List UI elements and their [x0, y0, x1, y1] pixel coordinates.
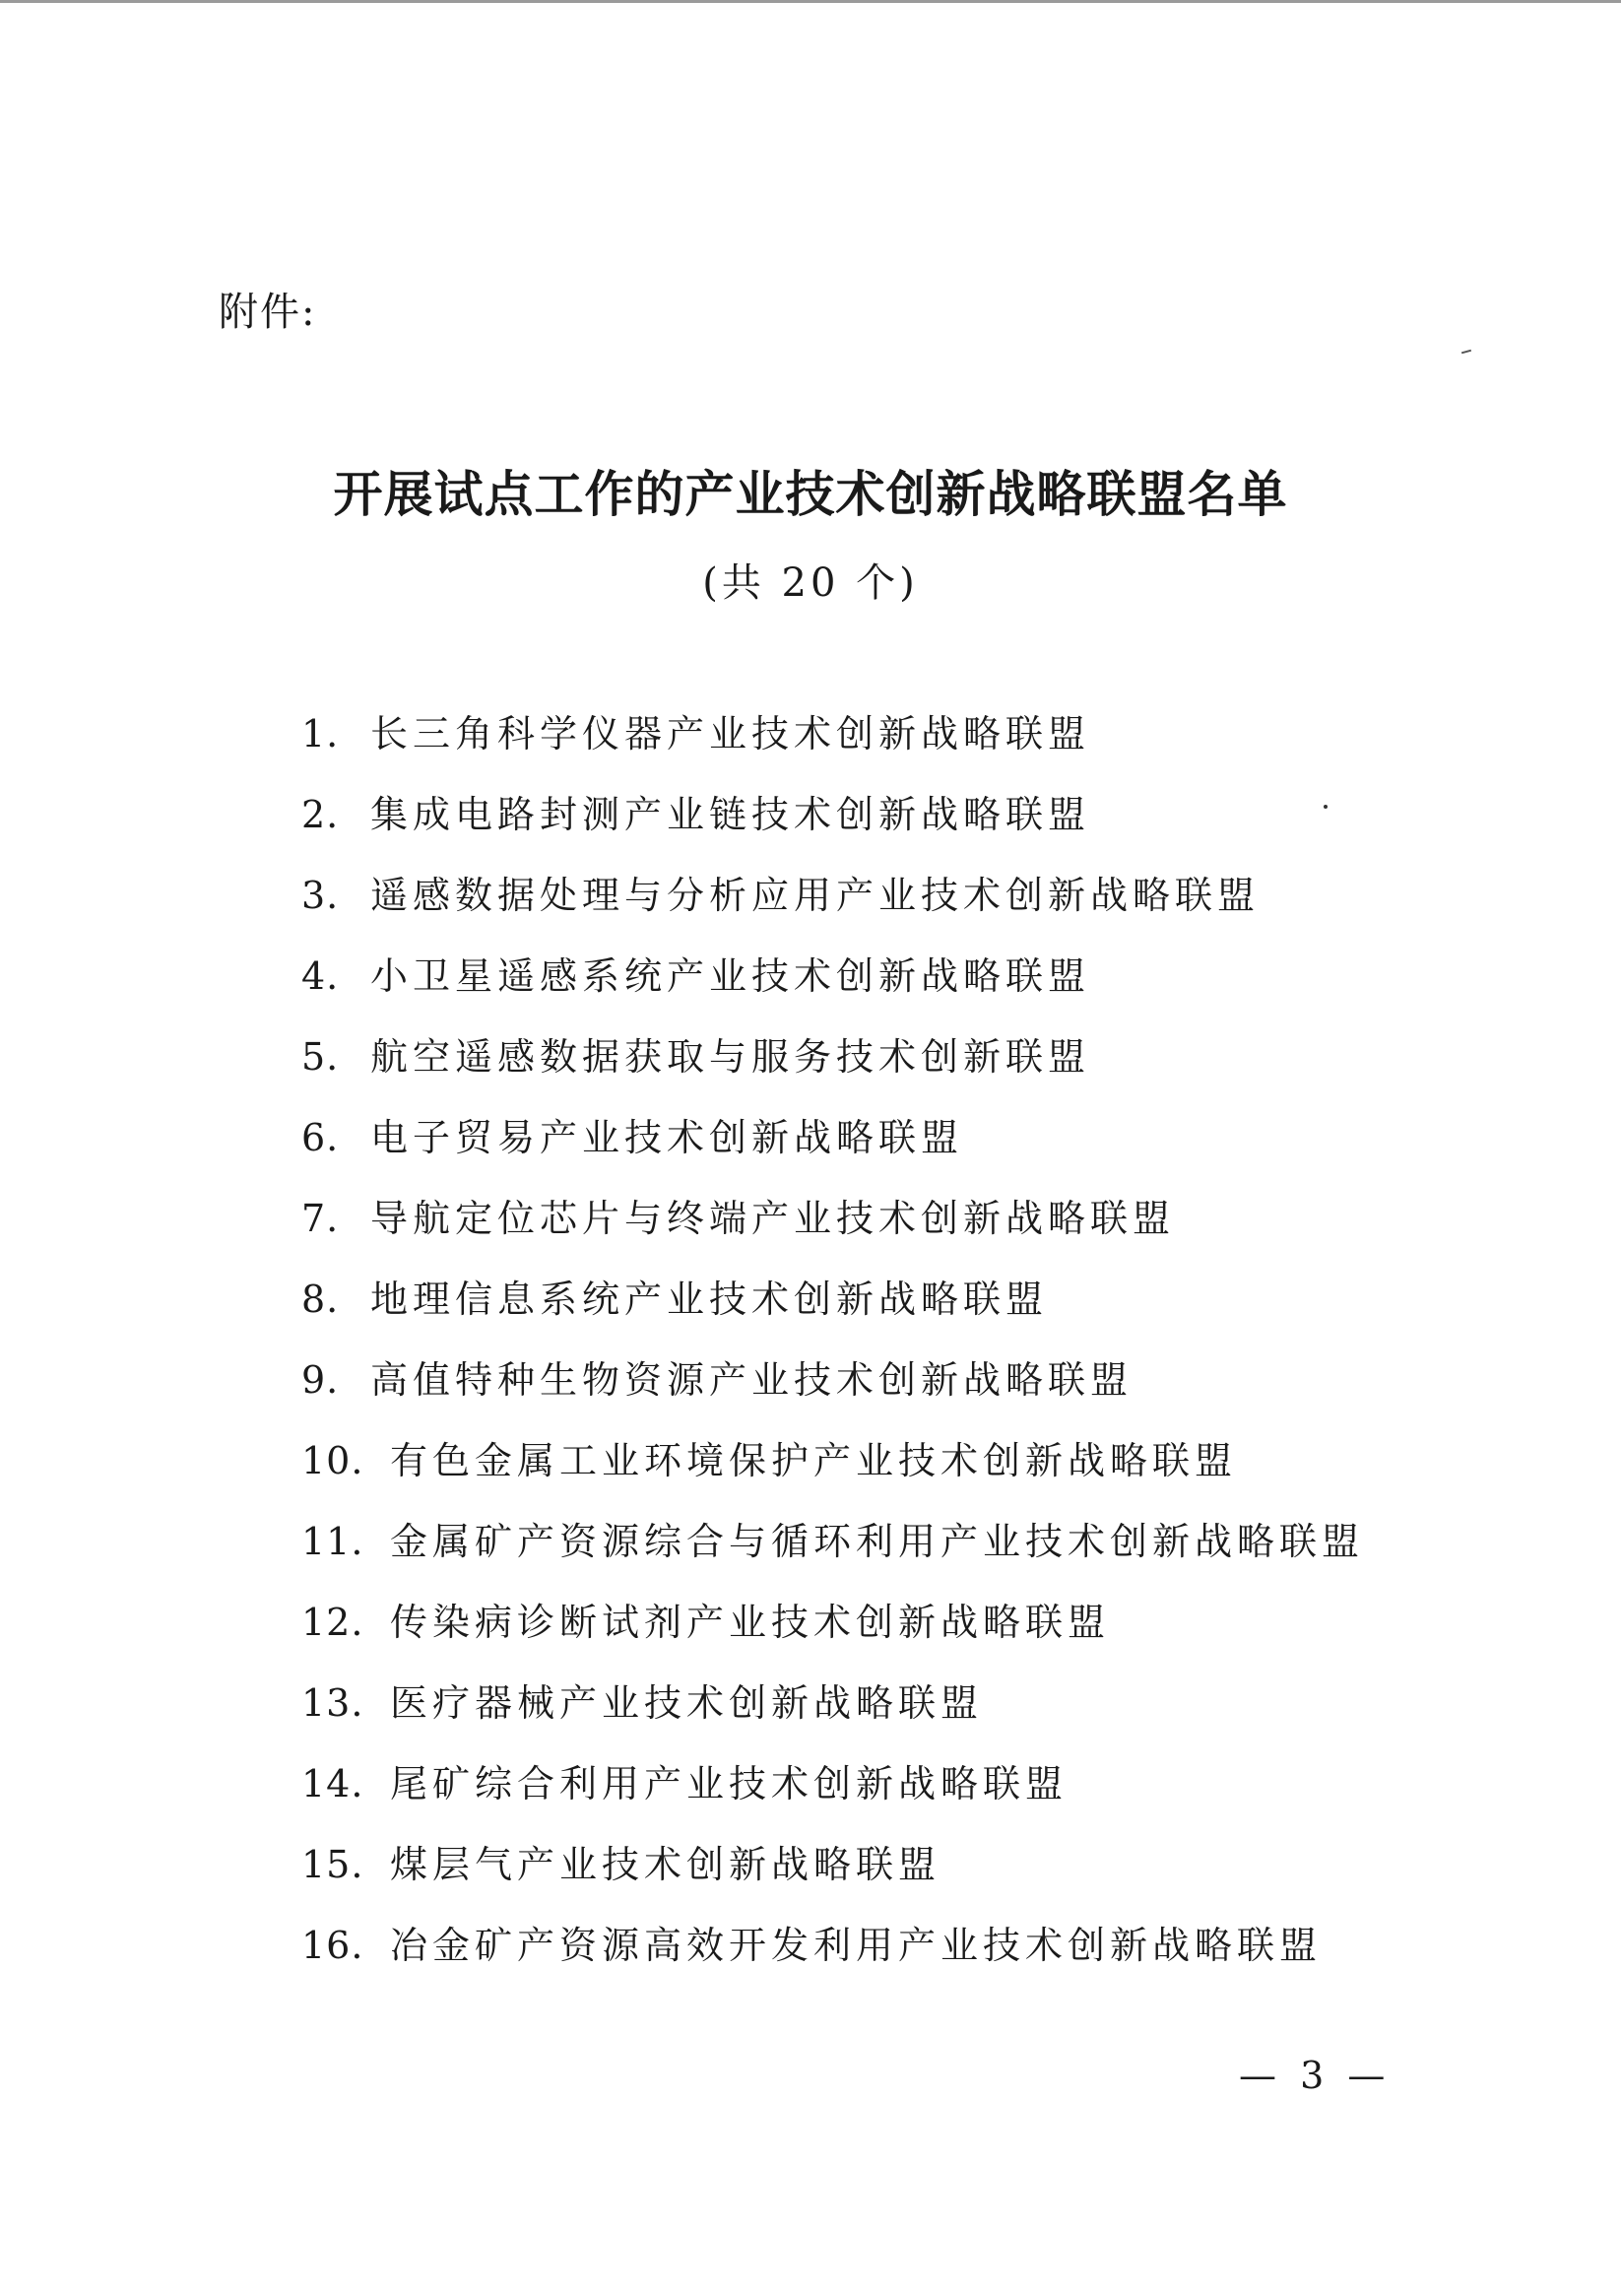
scan-top-edge: [0, 0, 1621, 3]
item-name: 遥感数据处理与分析应用产业技术创新战略联盟: [370, 874, 1261, 917]
item-number: 1.: [301, 712, 340, 755]
item-number: 9.: [301, 1358, 340, 1402]
list-item: [301, 1915, 1364, 1996]
item-number: 16.: [301, 1924, 364, 1967]
list-item: [301, 703, 1364, 784]
item-number: 6.: [301, 1116, 340, 1159]
item-name: 医疗器械产业技术创新战略联盟: [390, 1681, 984, 1725]
list-item: [301, 865, 1364, 946]
page-number: — 3 —: [1239, 2054, 1392, 2097]
item-number: 10.: [301, 1439, 364, 1482]
document-title: 开展试点工作的产业技术创新战略联盟名单: [333, 465, 1288, 523]
scan-speck: [1324, 805, 1328, 809]
attachment-label: 附件:: [219, 290, 317, 335]
list-item: [301, 1107, 1364, 1188]
list-item: [301, 946, 1364, 1026]
list-item: [301, 1026, 1364, 1107]
item-name: 航空遥感数据获取与服务技术创新联盟: [370, 1035, 1091, 1079]
item-number: 13.: [301, 1681, 364, 1725]
list-item: [301, 1673, 1364, 1753]
item-number: 12.: [301, 1601, 364, 1644]
item-number: 15.: [301, 1843, 364, 1886]
item-name: 金属矿产资源综合与循环利用产业技术创新战略联盟: [390, 1520, 1365, 1563]
item-name: 高值特种生物资源产业技术创新战略联盟: [370, 1358, 1134, 1402]
list-item: [301, 1269, 1364, 1349]
item-number: 7.: [301, 1197, 340, 1240]
item-number: 14.: [301, 1762, 364, 1805]
item-number: 3.: [301, 874, 340, 917]
item-name: 传染病诊断试剂产业技术创新战略联盟: [390, 1601, 1111, 1644]
item-number: 2.: [301, 793, 340, 836]
item-name: 导航定位芯片与终端产业技术创新战略联盟: [370, 1197, 1176, 1240]
scan-speck: [1461, 350, 1471, 355]
list-item: [301, 1753, 1364, 1834]
item-name: 集成电路封测产业链技术创新战略联盟: [370, 793, 1091, 836]
item-name: 电子贸易产业技术创新战略联盟: [370, 1116, 964, 1159]
alliance-list: [301, 703, 1364, 1996]
item-name: 煤层气产业技术创新战略联盟: [390, 1843, 941, 1886]
item-name: 有色金属工业环境保护产业技术创新战略联盟: [390, 1439, 1238, 1482]
item-number: 11.: [301, 1520, 364, 1563]
list-item: [301, 1834, 1364, 1915]
list-item: [301, 1188, 1364, 1269]
list-item: [301, 784, 1364, 865]
item-number: 8.: [301, 1278, 340, 1321]
list-item: [301, 1592, 1364, 1673]
item-number: 5.: [301, 1035, 340, 1079]
list-item: [301, 1511, 1364, 1592]
item-name: 冶金矿产资源高效开发利用产业技术创新战略联盟: [390, 1924, 1323, 1967]
item-name: 长三角科学仪器产业技术创新战略联盟: [370, 712, 1091, 755]
item-name: 尾矿综合利用产业技术创新战略联盟: [390, 1762, 1069, 1805]
item-name: 地理信息系统产业技术创新战略联盟: [370, 1278, 1049, 1321]
list-item: [301, 1349, 1364, 1430]
item-number: 4.: [301, 954, 340, 998]
item-name: 小卫星遥感系统产业技术创新战略联盟: [370, 954, 1091, 998]
list-item: [301, 1430, 1364, 1511]
document-subtitle: (共 20 个): [702, 560, 919, 606]
